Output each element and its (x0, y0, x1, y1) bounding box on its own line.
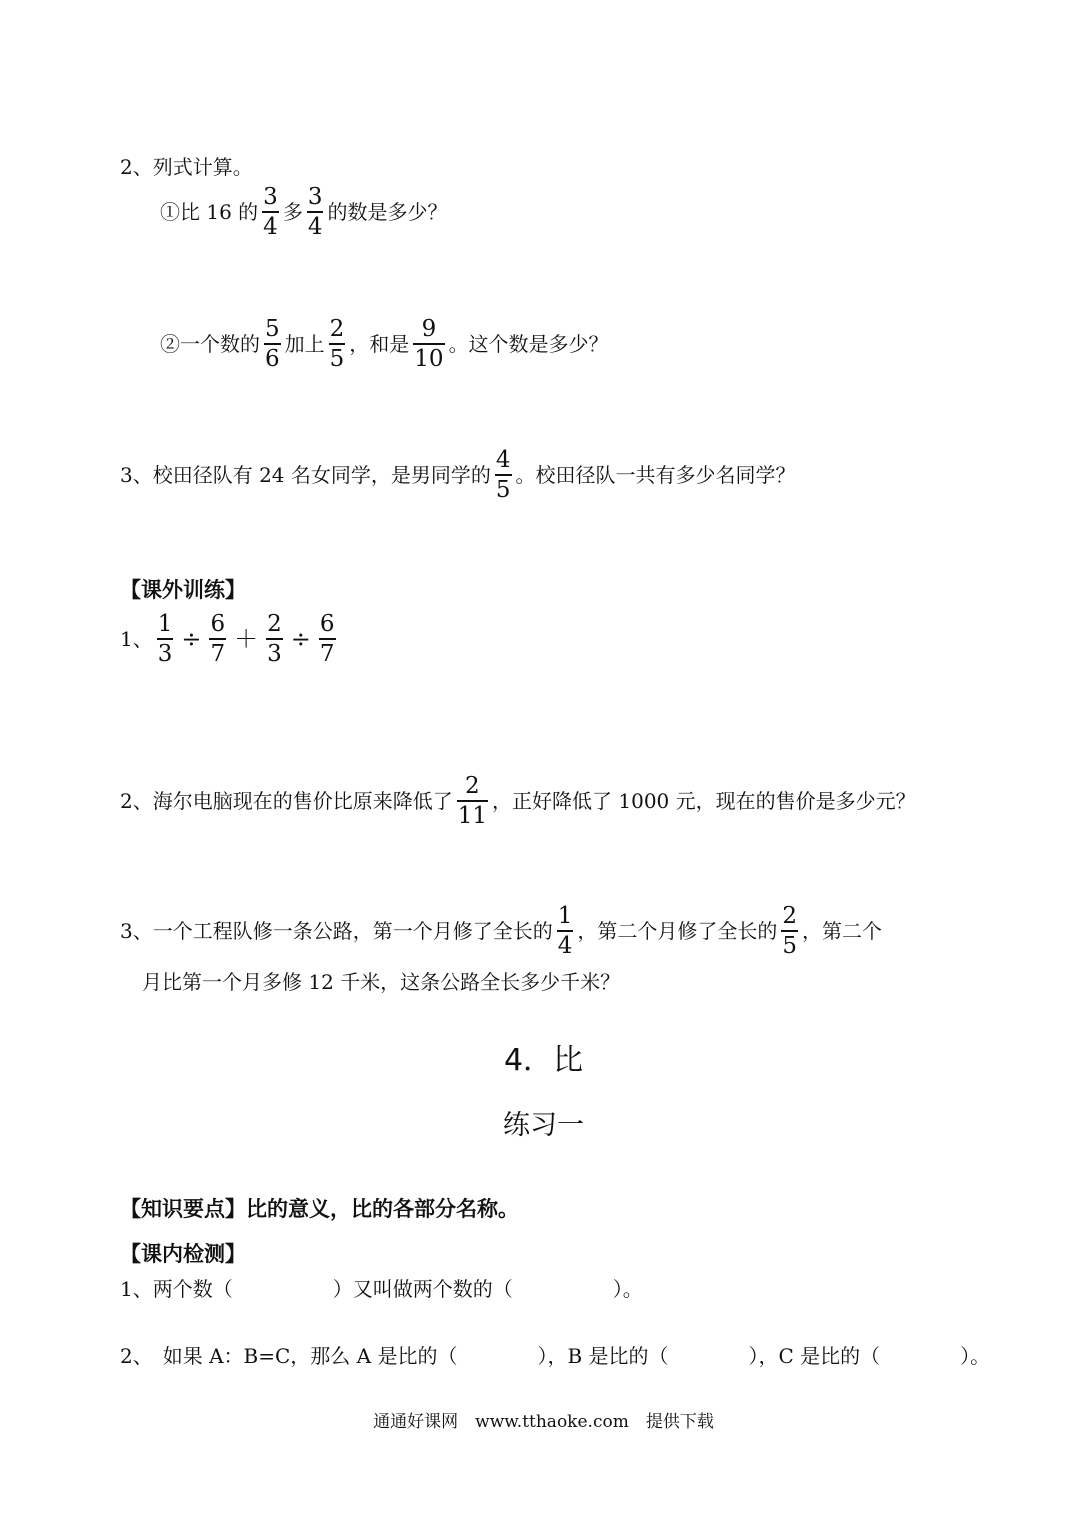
inclass-heading: 【课内检测】 (120, 1242, 246, 1266)
extra-p2: 2、海尔电脑现在的售价比原来降低了 $\frac{2}{11}$ ，正好降低了 1000 元，现在的售价是多少元？ (120, 773, 916, 829)
extra-p3: 3、一个工程队修一条公路，第一个月修了全长的 $\frac{1}{4}$ ，第二个月修了全长的 $\frac{2}{5}$ ，第二个 (120, 903, 883, 959)
fraction: $\frac{2}{5}$ (782, 903, 798, 959)
section-title: 4．比 (503, 1043, 584, 1078)
fraction: $\frac{4}{5}$ (495, 447, 511, 503)
inclass-q2: 2、 如果 A：B=C，那么 A 是比的（ ），B 是比的（ ），C 是比的（ ）。 (120, 1344, 991, 1368)
inclass-q1: 1、两个数（ ）又叫做两个数的（ ）。 (120, 1277, 643, 1301)
q3: 3、校田径队有 24 名女同学，是男同学的 $\frac{4}{5}$ 。校田径队一共有多少名同学？ (120, 447, 796, 503)
section-subtitle: 练习一 (503, 1110, 584, 1141)
q2-sub1: ①比 16 的 $\frac{3}{4}$ 多 $\frac{3}{4}$ 的数是多少？ (160, 184, 448, 240)
extra-p3-line2: 月比第一个月多修 12 千米，这条公路全长多少千米？ (142, 970, 621, 994)
fraction: $\frac{3}{4}$ (307, 184, 323, 240)
fraction: $\frac{1}{4}$ (557, 903, 573, 959)
extra-p1: 1、 $\frac{1}{3}$ ÷ $\frac{6}{7}$ ＋ $\frac{2}{3}$ ÷ $\frac{6}{7}$ (120, 611, 335, 667)
fraction: $\frac{1}{3}$ (157, 611, 173, 667)
q2-label: 2、列式计算。 (120, 155, 253, 179)
extra-heading: 【课外训练】 (120, 578, 246, 602)
fraction: $\frac{6}{7}$ (319, 611, 335, 667)
fraction: $\frac{5}{6}$ (265, 316, 280, 372)
q2-sub2: ②一个数的 $\frac{5}{6}$ 加上 $\frac{2}{5}$ ，和是 $\frac{9}{10}$ 。这个数是多少？ (160, 316, 609, 372)
fraction: $\frac{2}{5}$ (329, 316, 345, 372)
fraction: $\frac{2}{3}$ (267, 611, 282, 667)
fraction: $\frac{3}{4}$ (263, 184, 278, 240)
page-footer: 通通好课网 www.tthaoke.com 提供下载 (373, 1412, 714, 1432)
fraction: $\frac{2}{11}$ (457, 773, 488, 829)
fraction: $\frac{9}{10}$ (414, 316, 444, 372)
knowledge-points: 【知识要点】比的意义，比的各部分名称。 (120, 1197, 519, 1221)
fraction: $\frac{6}{7}$ (210, 611, 226, 667)
